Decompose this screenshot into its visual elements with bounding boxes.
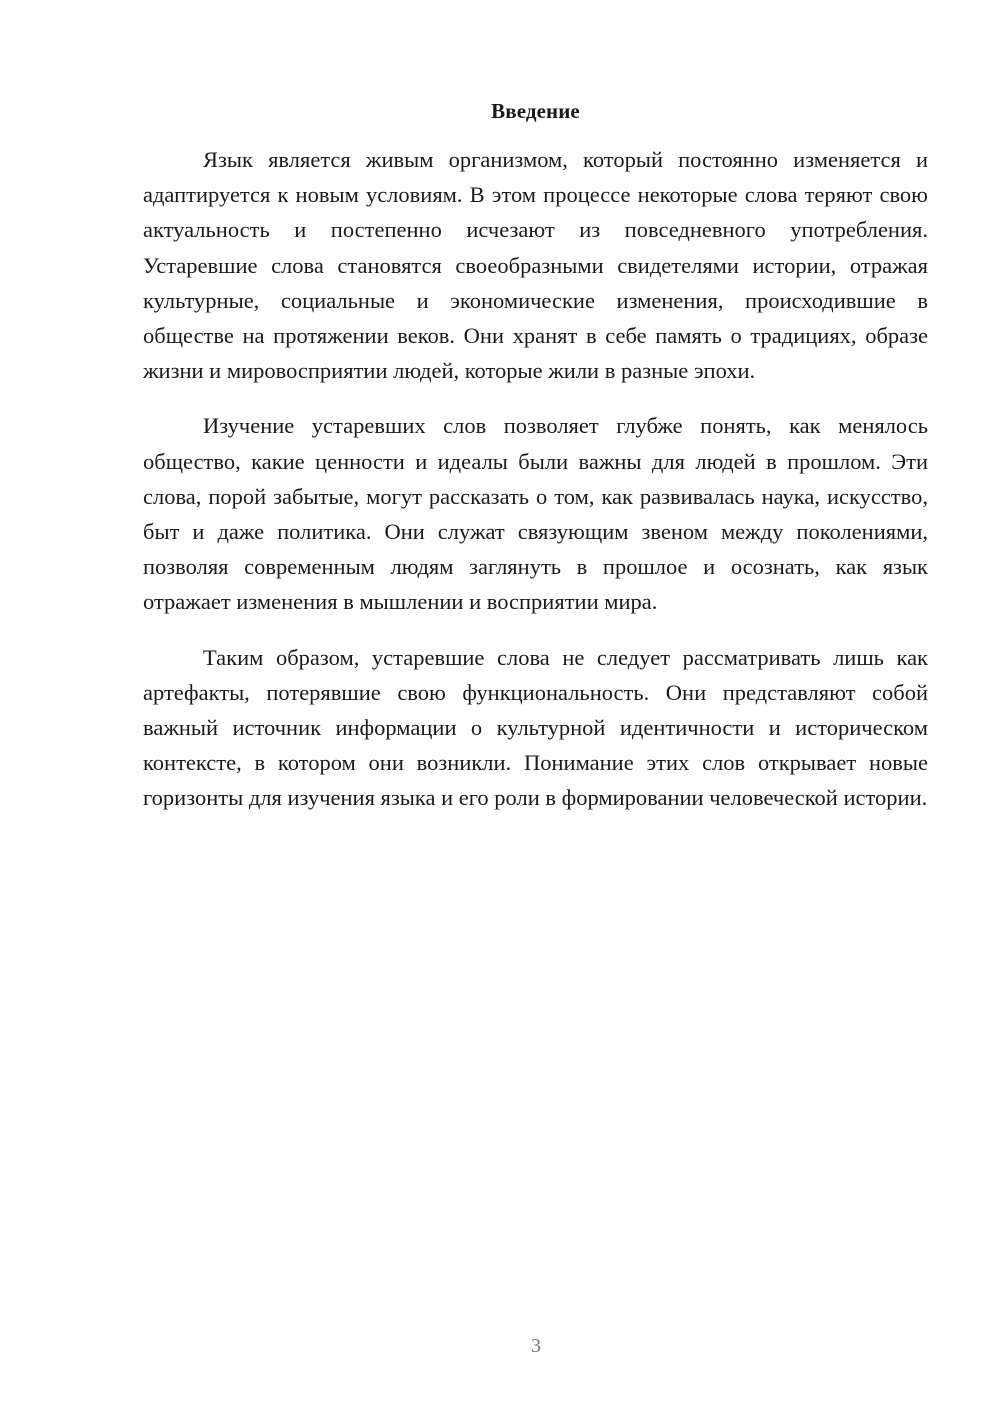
paragraph-3: Таким образом, устаревшие слова не следует рассматривать лишь как артефакты, потерявшие свою функциональность. Они представляют собой важный источник информации о культурной идентичности и историческом контексте, в котором они возникли. Понимание этих слов открывает новые горизонты для изучения языка и его роли в формировании человеческой истории. [143, 644, 928, 811]
page-number: 3 [531, 1335, 541, 1357]
page-content [143, 95, 928, 836]
paragraph-1: Язык является живым организмом, который постоянно изменяется и адаптируется к новым условиям. В этом процессе некоторые слова теряют свою актуальность и постепенно исчезают из повседневного употребления. Устаревшие слова становятся своеобразными свидетелями истории, отражая культурные, социальные и экономические изменения, происходившие в обществе на протяжении веков. Они хранят в себе память о традициях, образе жизни и мировосприятии людей, которые жили в разные эпохи. [143, 147, 928, 384]
paragraph-2: Изучение устаревших слов позволяет глубже понять, как менялось общество, какие ценности и идеалы были важны для людей в прошлом. Эти слова, порой забытые, могут рассказать о том, как развивалась наука, искусство, быт и даже политика. Они служат связующим звеном между поколениями, позволяя современным людям заглянуть в прошлое и осознать, как язык отражает изменения в мышлении и восприятии мира. [143, 413, 928, 615]
section-heading: Введение [491, 99, 580, 123]
